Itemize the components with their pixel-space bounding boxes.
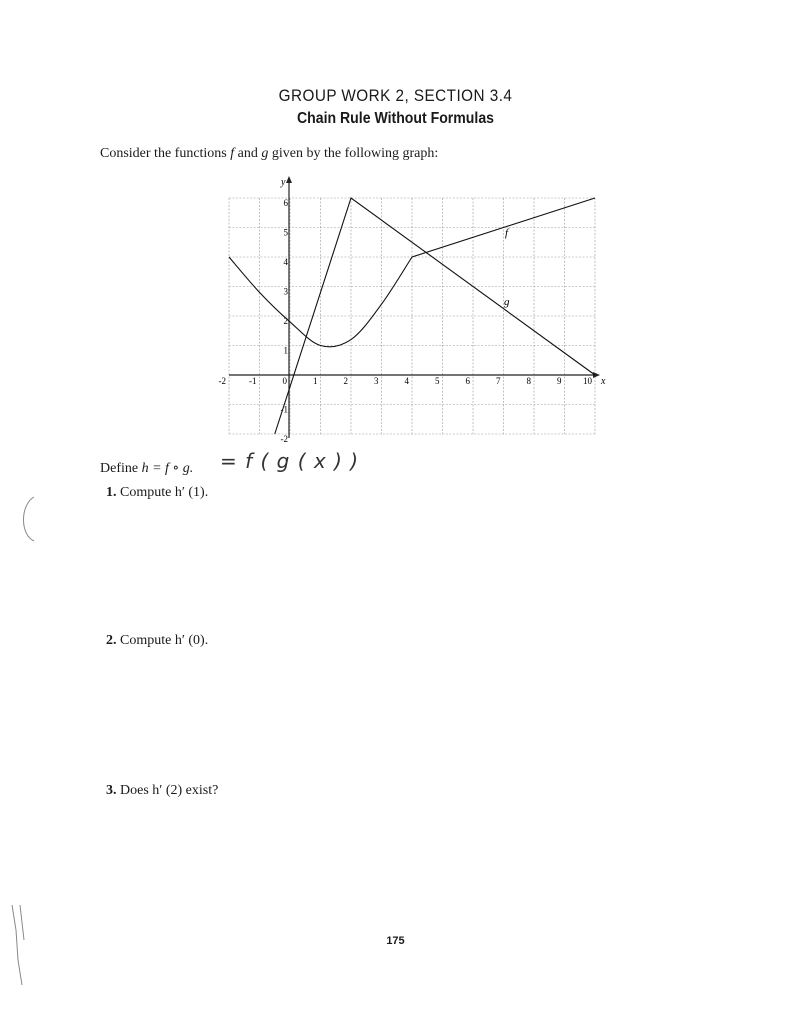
x-axis-label: x xyxy=(601,376,606,387)
scan-bracket-mark xyxy=(24,497,35,541)
intro-f: f xyxy=(230,146,235,161)
question-3-number: 3. xyxy=(106,783,117,798)
question-3-text: Does h′ (2) exist? xyxy=(120,783,219,798)
g-curve-label: g xyxy=(504,296,510,308)
y-axis-label: y xyxy=(281,177,286,188)
y-tick-label: 4 xyxy=(283,257,288,267)
y-tick-label: -2 xyxy=(280,434,288,444)
x-tick-label: -2 xyxy=(218,376,226,386)
x-tick-label: 3 xyxy=(374,376,379,386)
scan-edge-mark xyxy=(12,905,22,985)
handwritten-annotation: = f ( g ( x ) ) xyxy=(220,449,360,473)
intro-suffix: given by the following graph: xyxy=(268,146,439,161)
x-tick-label: 10 xyxy=(583,376,592,386)
page-number: 175 xyxy=(386,935,405,947)
x-tick-label: 2 xyxy=(343,376,348,386)
x-tick-label: 9 xyxy=(557,376,562,386)
y-tick-label: 6 xyxy=(283,198,288,208)
y-tick-label: -1 xyxy=(280,404,288,415)
worksheet-title: GROUP WORK 2, SECTION 3.4 xyxy=(278,86,513,105)
f-curve-label: f xyxy=(505,227,509,239)
question-1-number: 1. xyxy=(106,485,117,500)
x-tick-label: 0 xyxy=(282,376,287,386)
scan-edge-mark-2 xyxy=(20,905,24,940)
question-2-text: Compute h′ (0). xyxy=(120,633,209,648)
intro-and: and xyxy=(234,146,262,161)
x-tick-label: 4 xyxy=(404,376,409,386)
x-tick-label: 6 xyxy=(465,376,470,386)
x-tick-label: 1 xyxy=(313,376,318,386)
x-tick-label: 8 xyxy=(526,376,531,386)
question-2-number: 2. xyxy=(106,633,117,648)
worksheet-subtitle: Chain Rule Without Formulas xyxy=(296,110,494,127)
y-tick-label: 2 xyxy=(283,316,288,326)
question-1-text: Compute h′ (1). xyxy=(120,485,209,500)
x-tick-label: 7 xyxy=(496,376,501,386)
y-tick-label: 5 xyxy=(283,227,288,238)
define-expression: h = f ∘ g. xyxy=(141,461,194,476)
intro-g: g xyxy=(261,146,269,161)
y-tick-label: 3 xyxy=(283,286,288,297)
define-prefix: Define xyxy=(100,461,142,476)
x-tick-label: 5 xyxy=(435,376,440,386)
x-tick-label: -1 xyxy=(249,376,257,386)
y-tick-label: 1 xyxy=(283,345,288,356)
intro-prefix: Consider the functions xyxy=(100,146,231,161)
